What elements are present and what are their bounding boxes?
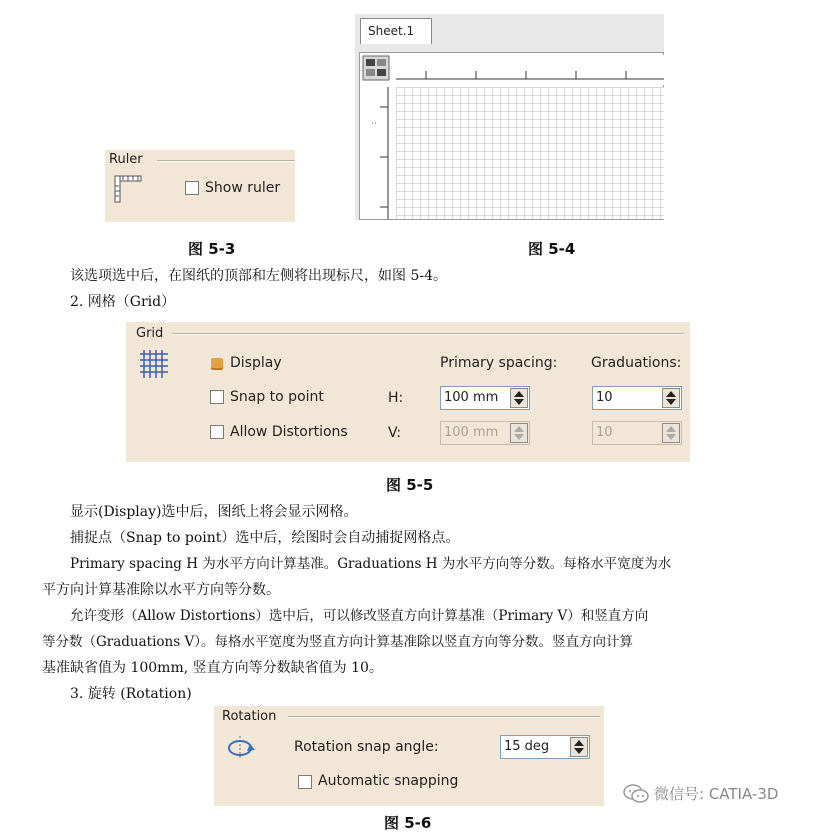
rotation-snap-angle-value: 15 deg [504, 739, 550, 754]
sheet-window [355, 14, 664, 220]
figure-caption-5-4: 图 5-4 [528, 240, 576, 258]
primary-spacing-h-arrows[interactable] [510, 388, 528, 408]
rotation-snap-angle-spinner[interactable] [500, 735, 590, 759]
spin-down-icon [666, 434, 676, 440]
sheet-grid-area[interactable] [396, 87, 664, 219]
show-ruler-checkbox[interactable] [185, 181, 199, 195]
grid-panel [126, 322, 690, 462]
primary-spacing-v-value: 100 mm [444, 425, 499, 440]
graduations-h-spinner[interactable] [592, 386, 682, 410]
ruler-group-label: Ruler [109, 152, 143, 167]
paragraph-snap: 捕捉点（Snap to point）选中后，绘图时会自动捕捉网格点。 [70, 530, 460, 546]
primary-spacing-h-value: 100 mm [444, 390, 499, 405]
primary-spacing-header: Primary spacing: [440, 355, 558, 371]
allow-distortions-checkbox[interactable] [210, 425, 224, 439]
allow-distortions-label: Allow Distortions [230, 424, 348, 440]
grid-group-label: Grid [136, 326, 164, 341]
ruler-panel [105, 150, 295, 222]
automatic-snapping-label: Automatic snapping [318, 773, 459, 789]
spin-down-icon [574, 748, 584, 754]
display-checkbox[interactable] [210, 357, 224, 371]
figure-caption-5-3: 图 5-3 [188, 240, 236, 258]
graduations-h-value: 10 [596, 390, 613, 405]
display-label: Display [230, 355, 282, 371]
rotation-group-label: Rotation [222, 709, 277, 724]
top-ruler [396, 55, 664, 85]
graduations-v-spinner[interactable] [592, 421, 682, 445]
display-check-icon [211, 358, 223, 370]
spin-down-icon [514, 399, 524, 405]
h-label: H: [388, 390, 404, 406]
rotation-snap-angle-arrows[interactable] [570, 737, 588, 757]
rotation-icon [226, 734, 256, 766]
figure-caption-5-6: 图 5-6 [384, 814, 432, 832]
graduations-header: Graduations: [591, 355, 682, 371]
show-ruler-label: Show ruler [205, 180, 281, 196]
v-label: V: [388, 425, 402, 441]
primary-spacing-h-spinner[interactable] [440, 386, 530, 410]
spin-up-icon [574, 740, 584, 746]
paragraph-primary-2: 平方向计算基准除以水平方向等分数。 [42, 582, 280, 598]
graduations-v-value: 10 [596, 425, 613, 440]
heading-grid: 2. 网格（Grid） [70, 294, 176, 310]
rotation-group-line [288, 716, 600, 717]
spin-up-icon [514, 391, 524, 397]
spin-down-icon [666, 399, 676, 405]
paragraph-ruler-desc: 该选项选中后，在图纸的顶部和左侧将出现标尺，如图 5-4。 [70, 268, 447, 284]
ruler-group-line [157, 160, 295, 161]
left-ruler [362, 87, 394, 219]
heading-rotation: 3. 旋转 (Rotation) [70, 686, 192, 702]
spin-up-icon [666, 391, 676, 397]
spin-up-icon [514, 426, 524, 432]
primary-spacing-v-arrows[interactable] [510, 423, 528, 443]
snap-to-point-label: Snap to point [230, 389, 324, 405]
automatic-snapping-checkbox[interactable] [298, 775, 312, 789]
paragraph-allow-2: 等分数（Graduations V）。每格水平宽度为竖直方向计算基准除以竖直方向等分数。竖直方向计算 [42, 634, 633, 650]
grid-icon [138, 348, 170, 384]
paragraph-allow-3: 基准缺省值为 100mm, 竖直方向等分数缺省值为 10。 [42, 660, 383, 676]
sheet-corner-icon[interactable] [362, 55, 390, 85]
wechat-icon [622, 783, 650, 809]
grid-group-line [172, 333, 684, 334]
paragraph-allow-1: 允许变形（Allow Distortions）选中后，可以修改竖直方向计算基准（Primary V）和竖直方向 [70, 608, 649, 624]
watermark-text: 微信号: CATIA-3D [654, 785, 779, 803]
ruler-icon [113, 174, 143, 208]
paragraph-primary-1: Primary spacing H 为水平方向计算基准。Graduations H 为水平方向等分数。每格水平宽度为水 [70, 556, 672, 572]
sheet-tab-label: Sheet.1 [368, 24, 415, 38]
primary-spacing-v-spinner[interactable] [440, 421, 530, 445]
graduations-v-arrows[interactable] [662, 423, 680, 443]
spin-up-icon [666, 426, 676, 432]
rotation-snap-angle-label: Rotation snap angle: [294, 739, 439, 755]
graduations-h-arrows[interactable] [662, 388, 680, 408]
paragraph-display: 显示(Display)选中后，图纸上将会显示网格。 [70, 504, 358, 520]
sheet-tab[interactable] [360, 18, 432, 44]
figure-caption-5-5: 图 5-5 [386, 476, 434, 494]
sheet-canvas-frame [359, 52, 664, 220]
rotation-panel [214, 706, 604, 806]
snap-to-point-checkbox[interactable] [210, 390, 224, 404]
spin-down-icon [514, 434, 524, 440]
